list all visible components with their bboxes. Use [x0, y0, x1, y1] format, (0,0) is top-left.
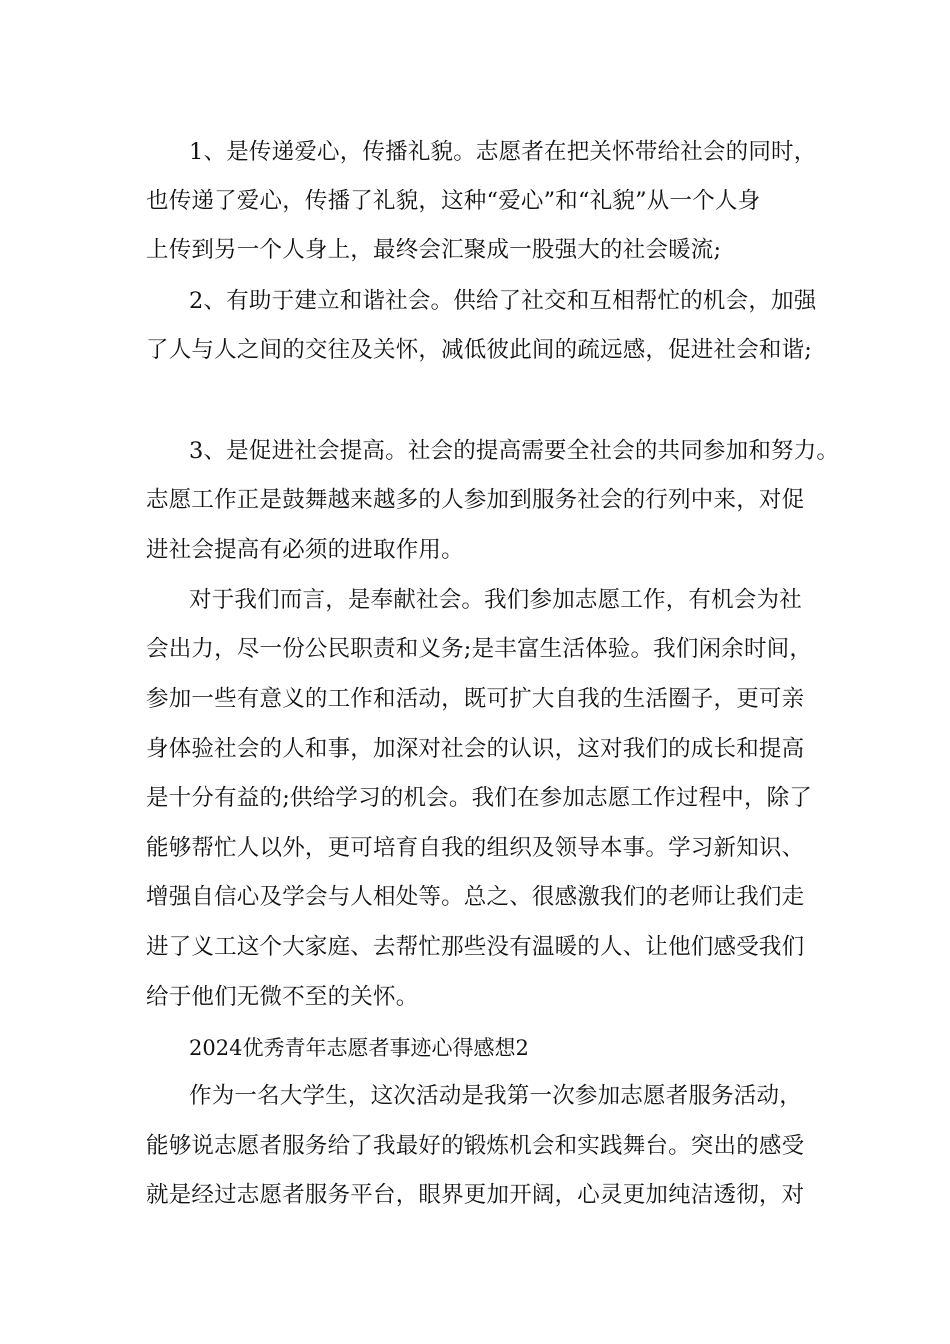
paragraph-4-line-6: 能够帮忙人以外，更可培育自我的组织及领导本事。学习新知识、: [146, 835, 805, 861]
paragraph-1-line-1: 1、是传递爱心，传播礼貌。志愿者在把关怀带给社会的同时，: [189, 139, 817, 165]
paragraph-2-line-2: 了人与人之间的交往及关怀，减低彼此间的疏远感，促进社会和谐;: [146, 337, 813, 363]
paragraph-4-line-8: 进了义工这个大家庭、去帮忙那些没有温暖的人、让他们感受我们: [146, 934, 805, 960]
paragraph-5-line-3: 就是经过志愿者服务平台，眼界更加开阔，心灵更加纯洁透彻，对: [146, 1182, 805, 1208]
paragraph-4-line-7: 增强自信心及学会与人相处等。总之、很感激我们的老师让我们走: [146, 884, 805, 910]
paragraph-4-line-9: 给于他们无微不至的关怀。: [146, 984, 419, 1010]
paragraph-5-line-1: 作为一名大学生，这次活动是我第一次参加志愿者服务活动，: [189, 1083, 802, 1109]
paragraph-4-line-2: 会出力，尽一份公民职责和义务;是丰富生活体验。我们闲余时间，: [146, 636, 813, 662]
paragraph-4-line-5: 是十分有益的;供给学习的机会。我们在参加志愿工作过程中，除了: [146, 785, 813, 811]
paragraph-4-line-3: 参加一些有意义的工作和活动，既可扩大自我的生活圈子，更可亲: [146, 686, 805, 712]
paragraph-1-line-2: 也传递了爱心，传播了礼貌，这种“爱心”和“礼貌”从一个人身: [146, 188, 761, 214]
paragraph-4-line-4: 身体验社会的人和事，加深对社会的认识，这对我们的成长和提高: [146, 736, 805, 762]
section-heading: 2024优秀青年志愿者事迹心得感想2: [189, 1036, 529, 1060]
paragraph-5-line-2: 能够说志愿者服务给了我最好的锻炼机会和实践舞台。突出的感受: [146, 1133, 805, 1159]
paragraph-3-line-3: 进社会提高有必须的进取作用。: [146, 537, 464, 563]
paragraph-3-line-2: 志愿工作正是鼓舞越来越多的人参加到服务社会的行列中来，对促: [146, 487, 805, 513]
paragraph-3-line-1: 3、是促进社会提高。社会的提高需要全社会的共同参加和努力。: [189, 438, 840, 464]
paragraph-4-line-1: 对于我们而言，是奉献社会。我们参加志愿工作，有机会为社: [189, 587, 802, 613]
paragraph-2-line-1: 2、有助于建立和谐社会。供给了社交和互相帮忙的机会，加强: [189, 288, 817, 314]
paragraph-1-line-3: 上传到另一个人身上，最终会汇聚成一股强大的社会暖流;: [146, 237, 722, 263]
